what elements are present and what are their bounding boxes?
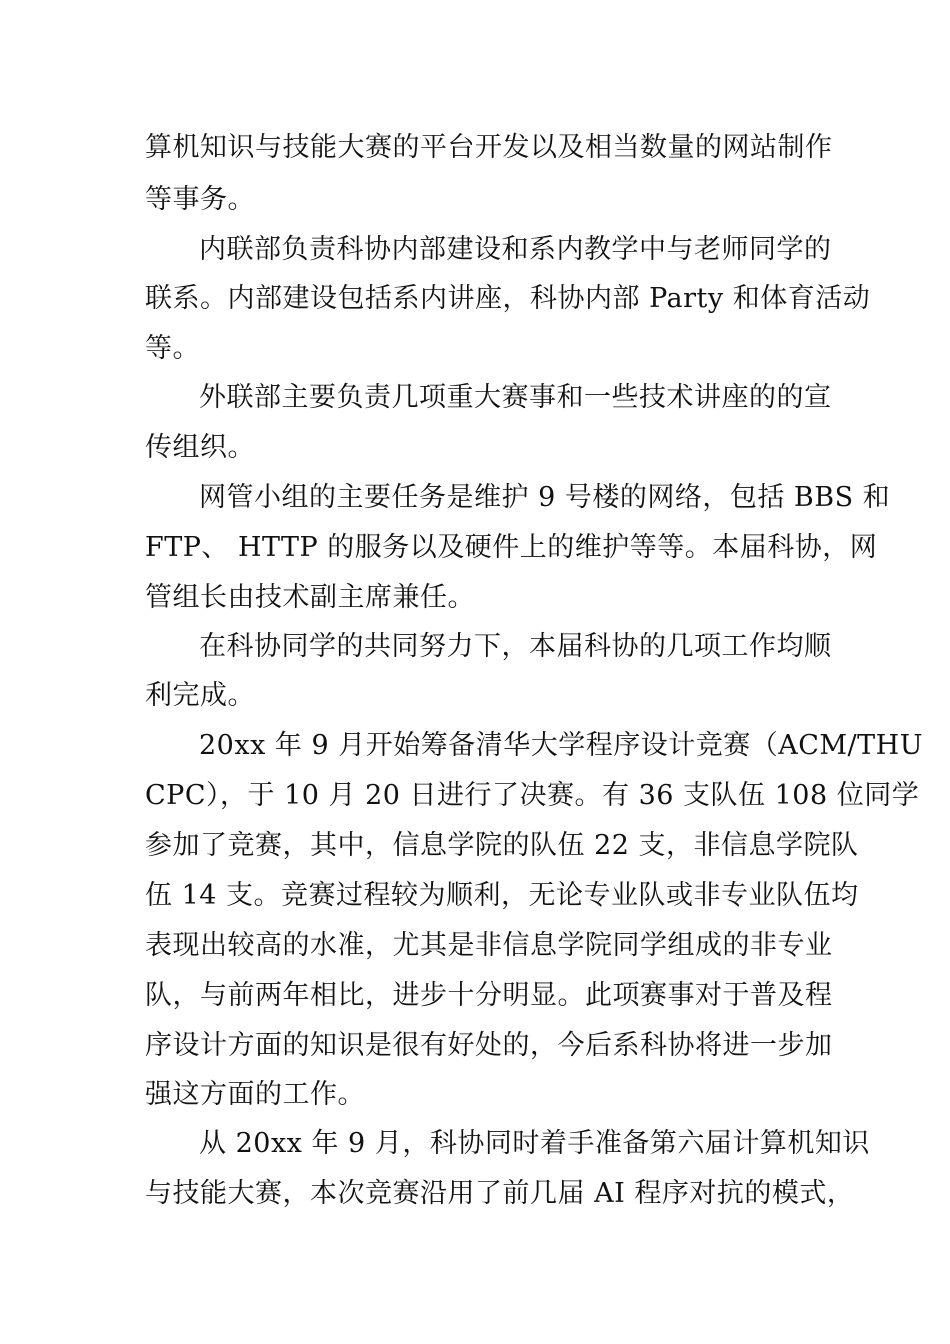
text-line: 算机知识与技能大赛的平台开发以及相当数量的网站制作 [145,132,833,163]
text-line: FTP、 HTTP 的服务以及硬件上的维护等等。本届科协，网 [145,532,878,563]
text-line: 与技能大赛，本次竞赛沿用了前几届 AI 程序对抗的模式， [145,1178,855,1209]
text-line: 管组长由技术副主席兼任。 [145,582,475,613]
text-line: 网管小组的主要任务是维护 9 号楼的网络，包括 BBS 和 [199,482,891,513]
text-line: 表现出较高的水准，尤其是非信息学院同学组成的非专业 [145,930,833,961]
text-line: 队，与前两年相比，进步十分明显。此项赛事对于普及程 [145,980,833,1011]
text-line: 强这方面的工作。 [145,1079,365,1110]
text-line: 序设计方面的知识是很有好处的，今后系科协将进一步加 [145,1030,833,1061]
text-line: 传组织。 [145,432,255,463]
text-line: 等。 [145,333,200,364]
text-line: 20xx 年 9 月开始筹备清华大学程序设计竞赛（ACM/THU [199,730,923,761]
text-line: 从 20xx 年 9 月，科协同时着手准备第六届计算机知识 [199,1128,870,1159]
text-line: 内联部负责科协内部建设和系内教学中与老师同学的 [199,234,832,265]
text-line: CPC），于 10 月 20 日进行了决赛。有 36 支队伍 108 位同学 [145,780,920,811]
text-line: 外联部主要负责几项重大赛事和一些技术讲座的的宣 [199,382,832,413]
text-line: 在科协同学的共同努力下，本届科协的几项工作均顺 [199,631,832,662]
text-line: 等事务。 [145,184,255,215]
text-line: 联系。内部建设包括系内讲座，科协内部 Party 和体育活动 [145,283,871,314]
text-line: 利完成。 [145,680,255,711]
text-line: 参加了竞赛，其中，信息学院的队伍 22 支，非信息学院队 [145,830,859,861]
text-line: 伍 14 支。竞赛过程较为顺利，无论专业队或非专业队伍均 [145,880,859,911]
